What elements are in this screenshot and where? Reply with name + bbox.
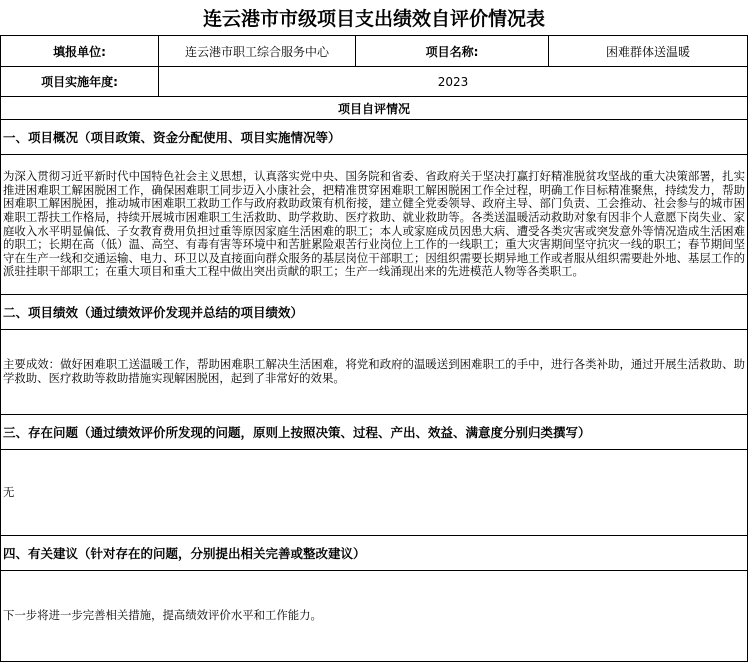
section-3-body: 无: [1, 450, 748, 536]
section-2-heading-row: [1, 295, 748, 330]
info-row-unit: [1, 36, 748, 67]
section-2-heading: 二、项目绩效（通过绩效评价发现并总结的项目绩效）: [1, 295, 748, 330]
subtitle-row: [1, 97, 748, 120]
section-1-body: 为深入贯彻习近平新时代中国特色社会主义思想，认真落实党中央、国务院和省委、省政府关于坚决打赢打好精准脱贫攻坚战的重大决策部署，扎实推进困难职工解困脱困工作，确保困难职工同步迈入小康社会，把精准贯穿困难职工解困脱困工作全过程，明确工作目标精准聚焦，持续发力，帮助困难职工解困脱困，推动城市困难职工救助工作与政府救助政策有机衔接，建立健全党委领导、政府主导、部门负责、工会推动、社会参与的城市困难职工帮扶工作格局，持续开展城市困难职工生活救助、助学救助、医疗救助、就业救助等。各类送温暖活动救助对象有因非个人意愿下岗失业、家庭收入水平明显偏低、子女教育费用负担过重等原因家庭生活困难的职工；本人或家庭成员因患大病、遭受各类灾害或突发意外等情况造成生活困难的职工；长期在高（低）温、高空、有毒有害等环境中和苦脏累险艰苦行业岗位上工作的一线职工；重大灾害期间坚守抗灾一线的职工；春节期间坚守在生产一线和交通运输、电力、环卫以及直接面向群众服务的基层岗位干部职工；因组织需要长期异地工作或者服从组织需要赴外地、基层工作的派驻挂职干部职工；在重大项目和重大工程中做出突出贡献的职工；生产一线涌现出来的先进模范人物等各类职工。: [1, 155, 748, 295]
section-4-heading: 四、有关建议（针对存在的问题，分别提出相关完善或整改建议）: [1, 536, 748, 571]
section-4-body: 下一步将进一步完善相关措施，提高绩效评价水平和工作能力。: [1, 571, 748, 662]
section-3-heading-row: [1, 415, 748, 450]
info-row-year: [1, 67, 748, 97]
section-2-body: 主要成效：做好困难职工送温暖工作，帮助困难职工解决生活困难，将党和政府的温暖送到困难职工的手中，进行各类补助，通过开展生活救助、助学救助、医疗救助等救助措施实现解困脱困，起到了非常好的效果。: [1, 330, 748, 415]
section-4-heading-row: [1, 536, 748, 571]
section-2-body-row: [1, 330, 748, 415]
year-value: 2023: [159, 67, 748, 97]
section-1-body-row: [1, 155, 748, 295]
page-title: 连云港市市级项目支出绩效自评价情况表: [202, 8, 545, 30]
evaluation-table: [0, 35, 748, 662]
section-1-heading: 一、项目概况（项目政策、资金分配使用、项目实施情况等）: [1, 120, 748, 155]
year-label: 项目实施年度:: [1, 67, 159, 97]
section-1-heading-row: [1, 120, 748, 155]
project-name-value: 困难群体送温暖: [549, 36, 748, 67]
project-name-label: 项目名称:: [356, 36, 549, 67]
unit-value: 连云港市职工综合服务中心: [159, 36, 356, 67]
section-3-heading: 三、存在问题（通过绩效评价所发现的问题，原则上按照决策、过程、产出、效益、满意度分别归类撰写）: [1, 415, 748, 450]
section-4-body-row: [1, 571, 748, 662]
section-subtitle: 项目自评情况: [1, 97, 748, 120]
unit-label: 填报单位:: [1, 36, 159, 67]
section-3-body-row: [1, 450, 748, 536]
